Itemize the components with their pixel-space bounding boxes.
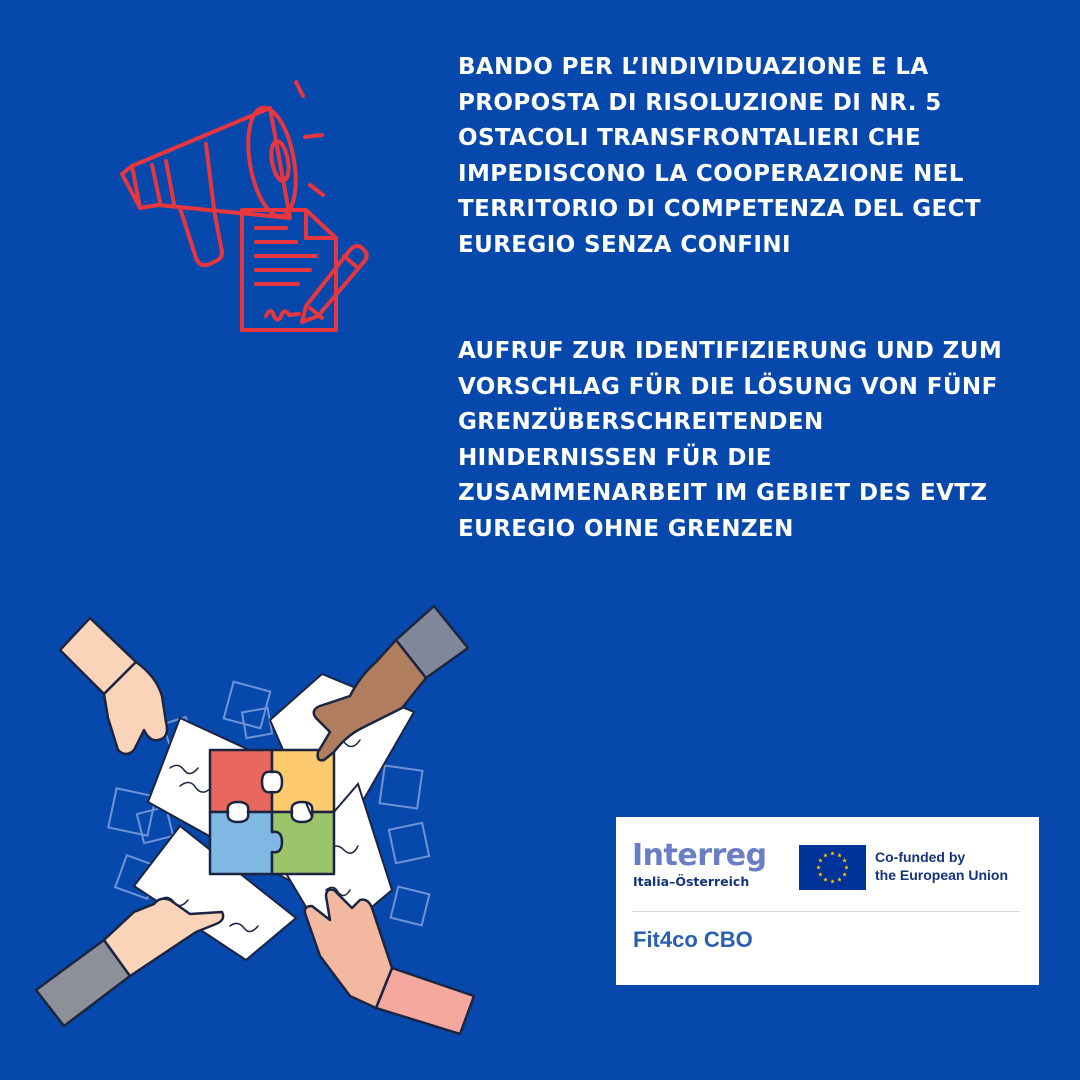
italian-heading-line: PROPOSTA DI RISOLUZIONE DI NR. 5 [458,89,942,116]
logo-divider [632,911,1020,912]
italian-heading-line: OSTACOLI TRANSFRONTALIERI CHE [458,125,922,152]
german-call-heading [458,334,1002,548]
interreg-logo-text: Interreg [632,838,767,873]
german-heading-line: GRENZÜBERSCHREITENDEN [458,409,824,436]
megaphone-document-icon [100,70,380,345]
eu-cofunding-text [875,848,1008,884]
german-heading-line: ZUSAMMENARBEIT IM GEBIET DES EVTZ [458,480,988,507]
eu-cofunding-line: the European Union [875,867,1008,883]
german-heading-line: AUFRUF ZUR IDENTIFIZIERUNG UND ZUM [458,338,1003,364]
program-region-text: Italia–Österreich [633,874,750,889]
german-heading-line: EUREGIO OHNE GRENZEN [458,515,794,542]
funding-logo-box [616,817,1039,985]
eu-flag-icon [799,845,866,890]
eu-cofunding-line: Co-funded by [875,849,966,865]
project-name: Fit4co CBO [633,927,753,952]
italian-heading-line: BANDO PER L’INDIVIDUAZIONE E LA [458,54,929,80]
italian-call-heading [458,50,981,264]
german-heading-line: VORSCHLAG FÜR DIE LÖSUNG VON FÜNF [458,373,998,400]
hands-puzzle-illustration [30,600,490,1040]
german-heading-line: HINDERNISSEN FÜR DIE [458,444,772,471]
italian-heading-line: IMPEDISCONO LA COOPERAZIONE NEL [458,160,964,187]
italian-heading-line: TERRITORIO DI COMPETENZA DEL GECT [458,196,981,223]
italian-heading-line: EUREGIO SENZA CONFINI [458,231,791,258]
